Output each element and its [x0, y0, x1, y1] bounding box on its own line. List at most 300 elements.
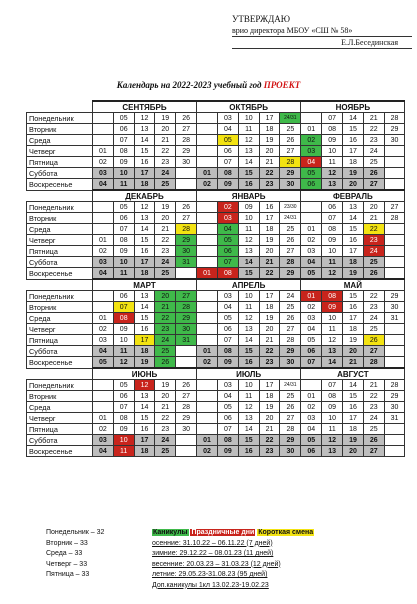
date-cell: 02 — [301, 402, 322, 413]
date-cell: 23 — [259, 446, 280, 457]
date-cell — [176, 268, 197, 280]
date-cell — [176, 435, 197, 446]
date-cell: 29 — [384, 291, 405, 302]
date-cell: 29 — [384, 124, 405, 135]
date-cell: 28 — [176, 302, 197, 313]
week-row — [27, 224, 405, 235]
date-cell: 05 — [301, 268, 322, 280]
date-cell: 09 — [238, 202, 259, 213]
date-cell: 26 — [155, 357, 176, 369]
holiday-period: летние: 29.05.23-31.08.23 (95 дней) — [152, 571, 268, 578]
date-cell — [176, 446, 197, 457]
date-cell: 23 — [155, 324, 176, 335]
date-cell — [93, 135, 114, 146]
legend-items — [152, 539, 314, 592]
date-cell: 04 — [93, 268, 114, 280]
date-cell: 17 — [259, 380, 280, 391]
date-cell: 20 — [259, 146, 280, 157]
date-cell: 09 — [322, 402, 343, 413]
date-cell: 03 — [301, 313, 322, 324]
holiday-period: Доп.каникулы 1кл 13.02.23-19.02.23 — [152, 581, 269, 589]
date-cell: 22 — [363, 224, 384, 235]
date-cell: 12 — [238, 235, 259, 246]
weekday-label: Понедельник — [27, 291, 93, 302]
date-cell: 08 — [218, 168, 239, 179]
week-row — [27, 302, 405, 313]
month-name: СЕНТЯБРЬ — [93, 101, 197, 113]
date-cell: 12 — [322, 435, 343, 446]
date-cell: 21 — [343, 357, 364, 369]
date-cell: 01 — [197, 346, 218, 357]
date-cell — [93, 224, 114, 235]
date-cell: 21 — [363, 213, 384, 224]
week-row — [27, 113, 405, 124]
footer — [0, 528, 417, 604]
date-cell: 04 — [301, 257, 322, 268]
date-cell: 05 — [301, 435, 322, 446]
date-cell: 15 — [238, 168, 259, 179]
date-cell: 03 — [93, 257, 114, 268]
date-cell: 27 — [280, 324, 301, 335]
date-cell: 04 — [218, 124, 239, 135]
date-cell: 01 — [301, 224, 322, 235]
date-cell: 12 — [134, 202, 155, 213]
week-row — [27, 179, 405, 191]
weekday-label: Вторник — [27, 391, 93, 402]
date-cell: 14 — [343, 380, 364, 391]
week-row — [27, 424, 405, 435]
date-cell: 26 — [363, 168, 384, 179]
date-cell: 07 — [218, 335, 239, 346]
date-cell: 13 — [322, 346, 343, 357]
date-cell: 07 — [218, 157, 239, 168]
date-cell: 24 — [155, 257, 176, 268]
date-cell: 02 — [197, 357, 218, 369]
date-cell: 19 — [343, 435, 364, 446]
date-cell: 03 — [218, 113, 239, 124]
month-name: ИЮЛЬ — [197, 368, 301, 380]
date-cell: 10 — [238, 380, 259, 391]
date-cell: 21 — [155, 224, 176, 235]
date-cell: 06 — [113, 391, 134, 402]
date-cell: 20 — [363, 202, 384, 213]
date-cell: 21 — [259, 335, 280, 346]
date-cell: 11 — [322, 324, 343, 335]
date-cell: 11 — [238, 124, 259, 135]
date-cell: 14 — [343, 113, 364, 124]
date-cell: 09 — [322, 235, 343, 246]
date-cell: 29 — [280, 435, 301, 446]
legend-festive: Праздничные дни — [191, 529, 255, 536]
date-cell: 02 — [218, 202, 239, 213]
month-name: АВГУСТ — [301, 368, 405, 380]
date-cell: 30 — [280, 357, 301, 369]
date-cell: 28 — [384, 380, 405, 391]
week-row — [27, 291, 405, 302]
weekday-label: Суббота — [27, 168, 93, 179]
week-row — [27, 268, 405, 280]
week-row — [27, 168, 405, 179]
date-cell: 14 — [238, 257, 259, 268]
weekday-label: Вторник — [27, 302, 93, 313]
date-cell: 26 — [280, 135, 301, 146]
date-cell: 22 — [259, 168, 280, 179]
date-cell — [197, 113, 218, 124]
date-cell — [384, 435, 405, 446]
date-cell: 21 — [259, 257, 280, 268]
date-cell: 01 — [301, 391, 322, 402]
date-cell: 30 — [280, 446, 301, 457]
weekday-label: Среда — [27, 313, 93, 324]
date-cell — [176, 346, 197, 357]
date-cell: 15 — [343, 124, 364, 135]
week-row — [27, 213, 405, 224]
month-header-row — [27, 279, 405, 291]
date-cell: 28 — [280, 157, 301, 168]
date-cell: 06 — [322, 202, 343, 213]
date-cell: 08 — [322, 291, 343, 302]
weekday-label: Четверг — [27, 235, 93, 246]
date-cell: 18 — [259, 302, 280, 313]
date-cell: 11 — [113, 346, 134, 357]
date-cell: 08 — [322, 224, 343, 235]
date-cell: 14 — [322, 357, 343, 369]
date-cell: 07 — [113, 135, 134, 146]
weekday-label: Пятница — [27, 157, 93, 168]
date-cell — [197, 235, 218, 246]
date-cell: 02 — [93, 157, 114, 168]
date-cell: 24 — [280, 291, 301, 302]
date-cell: 13 — [134, 391, 155, 402]
date-cell: 09 — [218, 179, 239, 191]
date-cell: 13 — [322, 179, 343, 191]
date-cell — [384, 179, 405, 191]
date-cell: 12 — [238, 135, 259, 146]
date-cell: 26 — [176, 380, 197, 391]
date-cell: 26 — [363, 435, 384, 446]
date-cell: 13 — [134, 213, 155, 224]
weekday-label: Вторник — [27, 124, 93, 135]
date-cell: 11 — [322, 157, 343, 168]
date-cell: 18 — [134, 268, 155, 280]
date-cell: 18 — [259, 224, 280, 235]
date-cell: 01 — [301, 124, 322, 135]
month-name: ОКТЯБРЬ — [197, 101, 301, 113]
weekday-label: Пятница — [27, 424, 93, 435]
date-cell: 10 — [238, 113, 259, 124]
weekday-label: Воскресенье — [27, 268, 93, 280]
date-cell — [93, 402, 114, 413]
date-cell: 15 — [238, 268, 259, 280]
date-cell: 04 — [93, 446, 114, 457]
date-cell: 15 — [134, 313, 155, 324]
date-cell: 05 — [218, 135, 239, 146]
date-cell: 20 — [343, 179, 364, 191]
date-cell: 19 — [155, 202, 176, 213]
weekday-label: Воскресенье — [27, 357, 93, 369]
date-cell: 25 — [363, 424, 384, 435]
date-cell: 12 — [322, 168, 343, 179]
date-cell — [197, 380, 218, 391]
date-cell: 19 — [259, 135, 280, 146]
date-cell: 26 — [280, 402, 301, 413]
date-cell: 09 — [218, 446, 239, 457]
date-cell: 02 — [301, 135, 322, 146]
date-cell: 17 — [343, 146, 364, 157]
date-cell: 02 — [301, 235, 322, 246]
date-cell: 03 — [93, 168, 114, 179]
week-row — [27, 157, 405, 168]
date-cell: 03 — [93, 335, 114, 346]
date-cell: 26 — [176, 202, 197, 213]
date-cell — [93, 302, 114, 313]
date-cell: 17 — [259, 291, 280, 302]
date-cell: 02 — [93, 424, 114, 435]
date-cell: 23 — [363, 135, 384, 146]
date-cell: 18 — [134, 179, 155, 191]
date-cell: 22 — [155, 146, 176, 157]
date-cell: 14 — [343, 213, 364, 224]
date-cell: 06 — [301, 346, 322, 357]
date-cell — [197, 324, 218, 335]
weekday-label: Понедельник — [27, 380, 93, 391]
date-cell: 10 — [238, 291, 259, 302]
date-cell — [93, 291, 114, 302]
date-cell: 07 — [218, 424, 239, 435]
date-cell: 31 — [176, 335, 197, 346]
holiday-period: зимние: 29.12.22 – 08.01.23 (11 дней) — [152, 550, 274, 557]
date-cell: 08 — [218, 268, 239, 280]
date-cell — [197, 157, 218, 168]
date-cell: 25 — [155, 268, 176, 280]
date-cell: 27 — [384, 202, 405, 213]
date-cell: 03 — [301, 146, 322, 157]
date-cell: 05 — [218, 402, 239, 413]
date-cell: 16 — [134, 324, 155, 335]
month-name: ФЕВРАЛЬ — [301, 190, 405, 202]
date-cell: 30 — [176, 424, 197, 435]
date-cell: 27 — [176, 291, 197, 302]
date-cell: 15 — [134, 235, 155, 246]
date-cell: 02 — [93, 246, 114, 257]
date-cell: 21 — [259, 157, 280, 168]
date-cell: 15 — [134, 146, 155, 157]
weekday-count: Пятница – 33 — [46, 571, 90, 578]
date-cell: 23 — [155, 424, 176, 435]
week-row — [27, 235, 405, 246]
date-cell: 05 — [113, 380, 134, 391]
date-cell: 23/30 — [280, 202, 301, 213]
week-row — [27, 435, 405, 446]
date-cell — [384, 346, 405, 357]
date-cell: 16 — [134, 246, 155, 257]
date-cell: 25 — [280, 302, 301, 313]
date-cell: 31 — [384, 413, 405, 424]
weekday-count: Четверг – 33 — [46, 560, 88, 568]
date-cell: 12 — [322, 268, 343, 280]
date-cell: 03 — [218, 380, 239, 391]
weekday-counts — [46, 528, 104, 581]
date-cell: 07 — [113, 302, 134, 313]
date-cell: 06 — [113, 124, 134, 135]
date-cell: 15 — [238, 435, 259, 446]
date-cell: 17 — [343, 313, 364, 324]
date-cell: 11 — [238, 391, 259, 402]
date-cell: 05 — [301, 168, 322, 179]
date-cell — [93, 213, 114, 224]
date-cell: 10 — [322, 413, 343, 424]
date-cell: 29 — [176, 413, 197, 424]
date-cell: 18 — [343, 424, 364, 435]
date-cell — [384, 146, 405, 157]
date-cell: 23 — [155, 246, 176, 257]
date-cell: 25 — [155, 179, 176, 191]
date-cell: 21 — [363, 113, 384, 124]
date-cell: 20 — [343, 446, 364, 457]
date-cell — [93, 113, 114, 124]
date-cell: 26 — [280, 313, 301, 324]
date-cell: 05 — [113, 202, 134, 213]
date-cell: 14 — [134, 135, 155, 146]
date-cell: 22 — [155, 235, 176, 246]
date-cell: 07 — [322, 380, 343, 391]
date-cell: 13 — [134, 291, 155, 302]
date-cell: 24/31 — [280, 213, 301, 224]
date-cell — [384, 324, 405, 335]
date-cell: 04 — [218, 224, 239, 235]
date-cell: 06 — [301, 179, 322, 191]
date-cell: 30 — [384, 402, 405, 413]
date-cell: 10 — [113, 257, 134, 268]
date-cell — [197, 124, 218, 135]
date-cell: 14 — [238, 424, 259, 435]
date-cell: 04 — [93, 179, 114, 191]
month-header-row — [27, 190, 405, 202]
date-cell: 30 — [176, 157, 197, 168]
date-cell: 24 — [155, 335, 176, 346]
date-cell: 11 — [322, 257, 343, 268]
weekday-label: Воскресенье — [27, 179, 93, 191]
date-cell: 25 — [363, 157, 384, 168]
title-text: Календарь на 2022-2023 учебный год — [116, 80, 262, 90]
title-draft: ПРОЕКТ — [263, 80, 301, 90]
date-cell: 16 — [259, 202, 280, 213]
date-cell: 23 — [259, 179, 280, 191]
date-cell: 10 — [238, 213, 259, 224]
date-cell: 01 — [93, 146, 114, 157]
header-spacer — [27, 279, 93, 291]
weekday-label: Понедельник — [27, 113, 93, 124]
date-cell — [384, 224, 405, 235]
date-cell — [197, 202, 218, 213]
week-row — [27, 357, 405, 369]
page-title — [0, 80, 417, 90]
date-cell: 27 — [363, 346, 384, 357]
weekday-count: Вторник – 33 — [46, 539, 88, 547]
month-header-row — [27, 101, 405, 113]
date-cell: 30 — [384, 135, 405, 146]
date-cell: 17 — [134, 335, 155, 346]
date-cell: 19 — [155, 113, 176, 124]
date-cell: 01 — [93, 413, 114, 424]
date-cell — [197, 291, 218, 302]
legend-header — [152, 528, 314, 539]
date-cell: 25 — [363, 324, 384, 335]
month-header-row — [27, 368, 405, 380]
date-cell: 25 — [280, 224, 301, 235]
date-cell — [197, 213, 218, 224]
date-cell: 09 — [113, 246, 134, 257]
date-cell — [176, 357, 197, 369]
date-cell — [197, 146, 218, 157]
date-cell: 20 — [259, 324, 280, 335]
date-cell: 14 — [134, 402, 155, 413]
date-cell — [301, 113, 322, 124]
date-cell: 18 — [134, 346, 155, 357]
date-cell: 06 — [113, 213, 134, 224]
date-cell: 21 — [155, 302, 176, 313]
week-row — [27, 324, 405, 335]
date-cell: 09 — [218, 357, 239, 369]
date-cell: 10 — [113, 435, 134, 446]
date-cell: 13 — [238, 246, 259, 257]
date-cell: 16 — [238, 446, 259, 457]
date-cell: 13 — [322, 446, 343, 457]
date-cell: 25 — [155, 346, 176, 357]
header-spacer — [27, 368, 93, 380]
date-cell: 24/31 — [280, 113, 301, 124]
date-cell: 12 — [238, 313, 259, 324]
date-cell: 16 — [134, 157, 155, 168]
date-cell: 02 — [197, 446, 218, 457]
date-cell: 18 — [343, 257, 364, 268]
approval-block — [232, 14, 412, 49]
date-cell: 31 — [384, 313, 405, 324]
date-cell: 03 — [218, 213, 239, 224]
header-spacer — [27, 190, 93, 202]
date-cell — [197, 335, 218, 346]
weekday-count: Понедельник – 32 — [46, 529, 105, 536]
date-cell: 20 — [259, 246, 280, 257]
holiday-period: весенние: 20.03.23 – 31.03.23 (12 дней) — [152, 560, 281, 568]
date-cell: 12 — [322, 335, 343, 346]
date-cell — [197, 135, 218, 146]
date-cell: 18 — [259, 391, 280, 402]
date-cell: 28 — [280, 335, 301, 346]
date-cell: 16 — [343, 302, 364, 313]
date-cell: 24/31 — [280, 380, 301, 391]
date-cell: 09 — [322, 302, 343, 313]
date-cell: 16 — [343, 235, 364, 246]
date-cell: 15 — [238, 346, 259, 357]
date-cell: 24 — [155, 435, 176, 446]
date-cell: 25 — [280, 391, 301, 402]
date-cell: 06 — [301, 446, 322, 457]
date-cell: 22 — [155, 413, 176, 424]
week-row — [27, 413, 405, 424]
date-cell: 20 — [155, 291, 176, 302]
date-cell: 29 — [384, 391, 405, 402]
date-cell: 12 — [134, 380, 155, 391]
date-cell: 16 — [343, 135, 364, 146]
date-cell: 30 — [384, 302, 405, 313]
weekday-count: Среда – 33 — [46, 550, 83, 557]
date-cell: 27 — [176, 213, 197, 224]
month-name: НОЯБРЬ — [301, 101, 405, 113]
date-cell: 28 — [384, 213, 405, 224]
calendar-table — [26, 100, 405, 457]
date-cell: 27 — [280, 413, 301, 424]
